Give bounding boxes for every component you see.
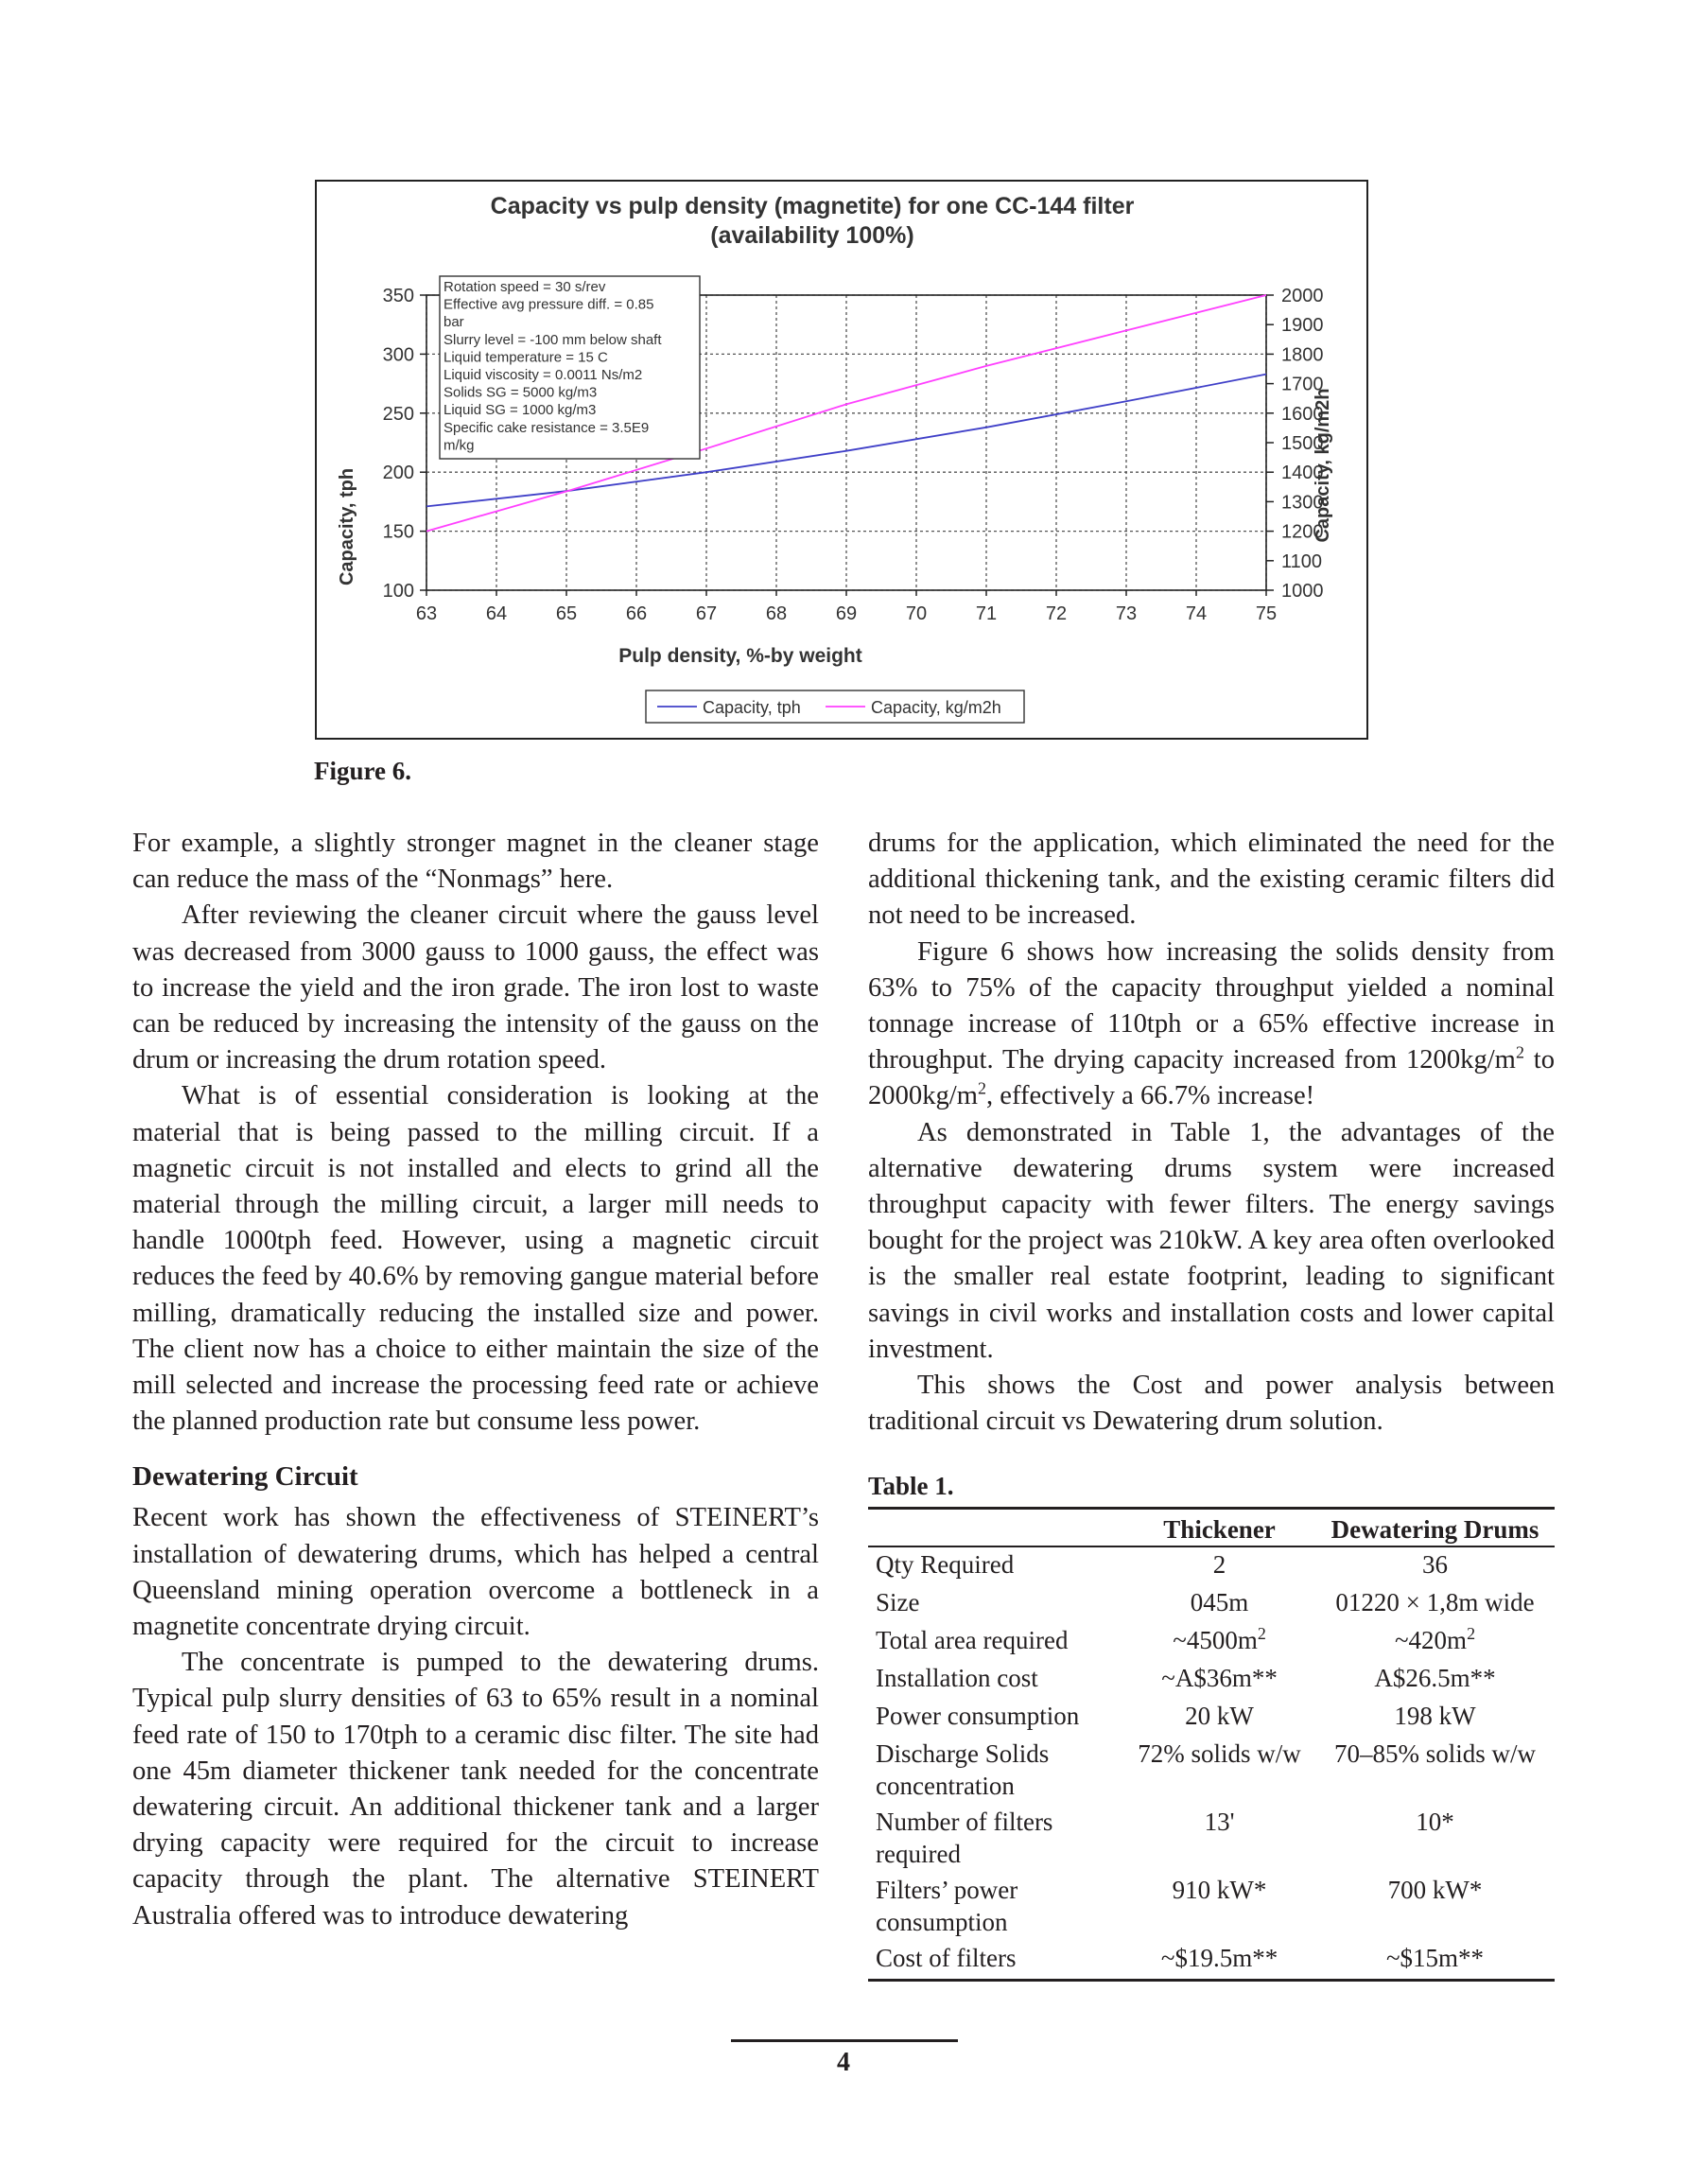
- chart-xlabel: Pulp density, %-by weight: [618, 645, 862, 667]
- table-row-label: Installation cost: [876, 1664, 1038, 1692]
- table-row-label: Number of filters required: [876, 1808, 1053, 1868]
- x-tick-label: 72: [1045, 603, 1068, 624]
- parameter-text: Rotation speed = 30 s/rev: [443, 279, 606, 295]
- table-1: [868, 1507, 1555, 1982]
- x-tick-label: 71: [975, 603, 998, 624]
- parameter-text: Effective avg pressure diff. = 0.85: [443, 296, 654, 313]
- table-row-label: Discharge Solids concentration: [876, 1739, 1050, 1800]
- x-tick-label: 63: [415, 603, 438, 624]
- x-tick-label: 67: [695, 603, 718, 624]
- table-cell: 198 kW: [1394, 1702, 1476, 1730]
- y-right-tick-label: 1100: [1281, 550, 1323, 572]
- table-cell: 045m: [1190, 1588, 1249, 1616]
- table-cell: 20 kW: [1185, 1702, 1254, 1730]
- table-row: [868, 1805, 1555, 1873]
- x-tick-label: 69: [835, 603, 858, 624]
- chart-title-line2: (availability 100%): [710, 222, 914, 249]
- figure-6: [315, 180, 1368, 740]
- table-row: [868, 1873, 1555, 1941]
- parameter-text: m/kg: [443, 437, 475, 454]
- y-right-tick-label: 2000: [1281, 286, 1324, 306]
- table-row: [868, 1941, 1555, 1981]
- x-tick-label: 70: [905, 603, 928, 624]
- y-right-tick-label: 1900: [1281, 315, 1324, 337]
- table-caption: Table 1.: [868, 1472, 954, 1500]
- legend-label: Capacity, tph: [703, 698, 801, 717]
- paragraph: After reviewing the cleaner circuit where the gauss level was decreased from 3000 gauss to 1000 gauss, the effect was to increase the yield and the iron grade. The iron lost to waste can be reduced by increasing the intensity of the gauss on the drum or increasing the drum rotation speed.: [132, 900, 819, 1075]
- y-left-tick-label: 350: [382, 286, 414, 306]
- chart-ylabel-left: Capacity, tph: [337, 467, 357, 586]
- table-cell: A$26.5m**: [1374, 1664, 1496, 1692]
- table-row: [868, 1661, 1555, 1699]
- y-left-tick-label: 300: [382, 344, 414, 366]
- table-row: [868, 1699, 1555, 1737]
- table-cell: 10*: [1416, 1808, 1454, 1836]
- table-row-label: Power consumption: [876, 1702, 1080, 1730]
- chart-ylabel-right: Capacity, kg/m2h: [1313, 388, 1333, 543]
- table-cell: 70–85% solids w/w: [1334, 1739, 1537, 1768]
- y-right-tick-label: 1000: [1281, 581, 1324, 602]
- table-row: [868, 1737, 1555, 1805]
- page-number: 4: [837, 2048, 850, 2077]
- paragraph: As demonstrated in Table 1, the advantages of the alternative dewatering drums system were increased throughput capacity with fewer filters. The energy savings bought for the project was 210kW. A key area often overlooked is the smaller real estate footprint, leading to significant savings in civil works and installation costs and lower capital investment.: [868, 1117, 1555, 1364]
- table-row-label: Cost of filters: [876, 1944, 1017, 1972]
- parameter-text: Liquid temperature = 15 C: [443, 349, 608, 366]
- table-row: [868, 1585, 1555, 1623]
- y-right-tick-label: 1300: [1281, 492, 1324, 514]
- table-header-dewatering-drums: Dewatering Drums: [1330, 1515, 1539, 1544]
- table-row: [868, 1546, 1555, 1585]
- parameter-text: Specific cake resistance = 3.5E9: [443, 419, 650, 436]
- x-tick-label: 64: [485, 603, 508, 624]
- table-header-blank: [868, 1509, 1123, 1547]
- table-cell: 910 kW*: [1172, 1876, 1267, 1904]
- table-cell: ~A$36m**: [1161, 1664, 1278, 1692]
- section-heading: Dewatering Circuit: [132, 1461, 358, 1493]
- table-cell: 36: [1422, 1550, 1449, 1579]
- y-right-tick-label: 1800: [1281, 344, 1324, 366]
- right-column: [868, 826, 1555, 1440]
- table-cell: $\sim 420m^2$: [1394, 1624, 1476, 1654]
- table-cell: ~$15m**: [1385, 1944, 1485, 1972]
- y-right-tick-label: 1200: [1281, 521, 1324, 543]
- table-row-label: Total area required: [876, 1626, 1069, 1654]
- table-row-label: Filters’ power consumption: [876, 1876, 1018, 1936]
- y-right-tick-label: 1600: [1281, 403, 1324, 425]
- legend-label: Capacity, kg/m2h: [871, 698, 1001, 717]
- y-right-tick-label: 1400: [1281, 463, 1324, 484]
- paragraph: For example, a slightly stronger magnet in the cleaner stage can reduce the mass of the “Nonmags” here.: [132, 829, 819, 895]
- footer-rule: [731, 2039, 958, 2042]
- parameter-text: Liquid viscosity = 0.0011 Ns/m2: [443, 367, 643, 383]
- table-cell: $\sim 4500m^2$: [1173, 1624, 1266, 1654]
- parameter-text: Solids SG = 5000 kg/m3: [443, 384, 598, 401]
- left-column: [132, 826, 819, 1934]
- table-cell: 01220 × 1,8m wide: [1335, 1588, 1535, 1616]
- y-left-tick-label: 250: [382, 403, 414, 425]
- table-row-label: Qty Required: [876, 1550, 1015, 1579]
- paragraph: This shows the Cost and power analysis between traditional circuit vs Dewatering drum solution.: [868, 1371, 1555, 1437]
- y-left-tick-label: 150: [382, 521, 414, 543]
- x-tick-label: 75: [1255, 603, 1278, 624]
- table-cell: 72% solids w/w: [1138, 1739, 1301, 1768]
- table-header-thickener: Thickener: [1163, 1515, 1276, 1544]
- x-tick-label: 65: [555, 603, 578, 624]
- table-cell: 2: [1212, 1550, 1226, 1579]
- paragraph: Figure 6 shows how increasing the solids density from 63% to 75% of the capacity throughput yielded a nominal tonnage increase of 110tph or a 65% effective increase in throughput. The drying capacity increased from $1200kg/m^2$ to $2000kg/m^2$, effectively a 66.7% increase!: [868, 936, 1556, 1111]
- y-left-tick-label: 100: [382, 581, 414, 602]
- x-tick-label: 74: [1185, 603, 1208, 624]
- paragraph: The concentrate is pumped to the dewatering drums. Typical pulp slurry densities of 63 to 65% result in a nominal feed rate of 150 to 170tph to a ceramic disc filter. The site had one 45m diameter thickener tank needed for the concentrate dewatering circuit. An additional thickener tank and a larger drying capacity were required for the circuit to increase capacity through the plant. The alternative STEINERT Australia offered was to introduce dewatering: [132, 1648, 819, 1931]
- paragraph: Recent work has shown the effectiveness of STEINERT’s installation of dewatering drums, which has helped a central Queensland mining operation overcome a bottleneck in a magnetite concentrate drying circuit.: [132, 1503, 819, 1642]
- table-header-row: [868, 1509, 1555, 1547]
- y-right-tick-label: 1700: [1281, 374, 1324, 395]
- y-right-tick-label: 1500: [1281, 433, 1324, 454]
- x-tick-label: 66: [625, 603, 648, 624]
- capacity-chart: [317, 182, 1366, 738]
- table-row-label: Size: [876, 1588, 920, 1616]
- chart-title-line1: Capacity vs pulp density (magnetite) for one CC-144 filter: [490, 193, 1135, 219]
- table-cell: 700 kW*: [1387, 1876, 1483, 1904]
- table-cell: 13': [1204, 1808, 1235, 1836]
- x-tick-label: 73: [1115, 603, 1138, 624]
- paragraph: What is of essential consideration is looking at the material that is being passed to the milling circuit. If a magnetic circuit is not installed and elects to grind all the material through the milling circuit, a larger mill needs to handle 1000tph feed. However, using a magnetic circuit reduces the feed by 40.6% by removing gangue material before milling, dramatically reducing the installed size and power. The client now has a choice to either maintain the size of the mill selected and increase the processing feed rate or achieve the planned production rate but consume less power.: [132, 1081, 819, 1437]
- parameter-text: Liquid SG = 1000 kg/m3: [443, 402, 597, 419]
- figure-caption: Figure 6.: [314, 757, 411, 785]
- parameter-text: bar: [443, 314, 464, 331]
- y-left-tick-label: 200: [382, 463, 414, 484]
- table-cell: ~$19.5m**: [1160, 1944, 1278, 1972]
- x-tick-label: 68: [765, 603, 788, 624]
- comparison-table: [868, 1507, 1555, 1982]
- parameter-text: Slurry level = -100 mm below shaft: [443, 331, 662, 348]
- paragraph: drums for the application, which eliminated the need for the additional thickening tank, and the existing ceramic filters did not need to be increased.: [868, 829, 1555, 931]
- table-row: [868, 1623, 1555, 1661]
